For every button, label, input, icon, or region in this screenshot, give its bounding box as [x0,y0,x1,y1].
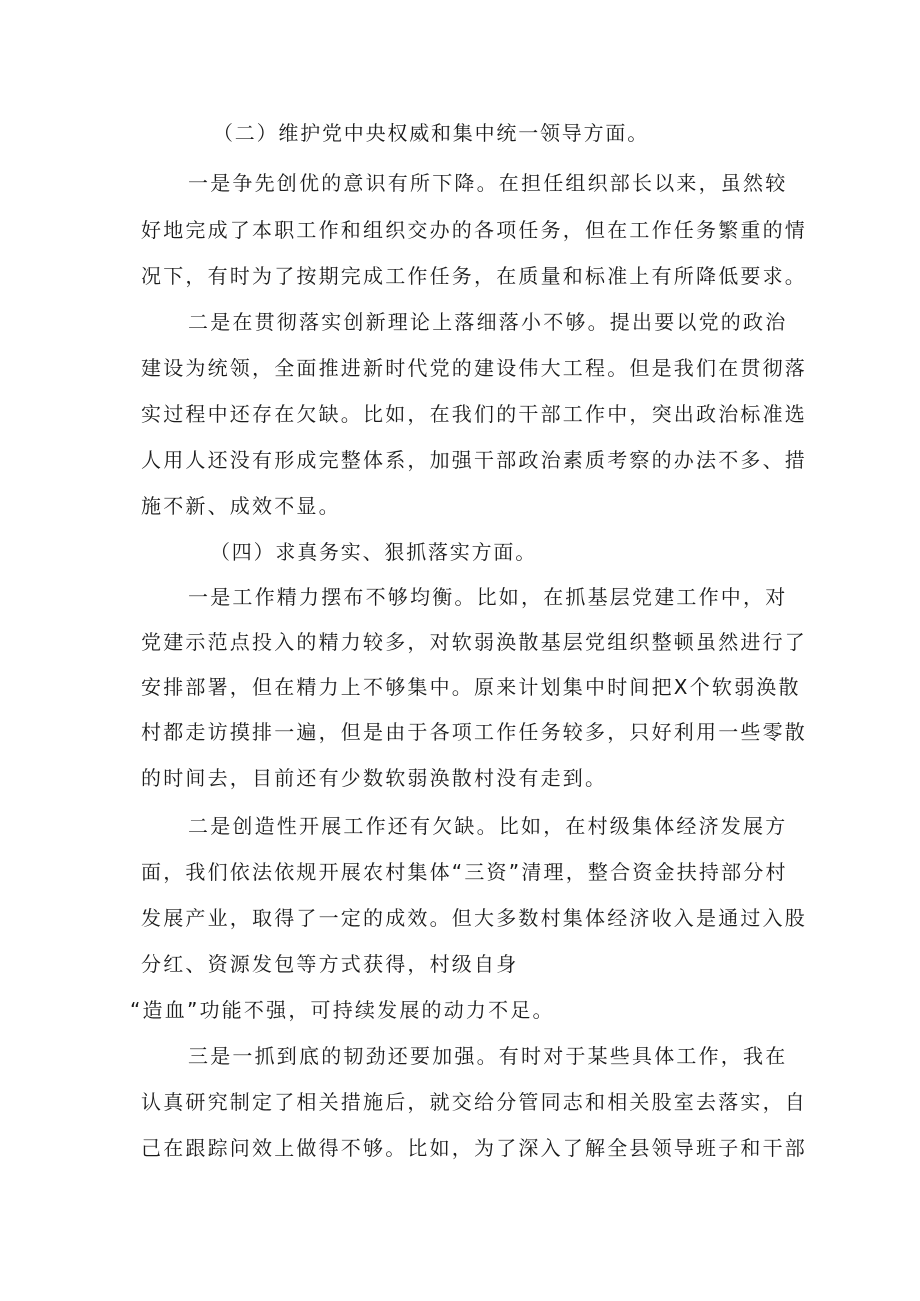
paragraph-line: 况下，有时为了按期完成工作任务，在质量和标准上有所降低要求。 [141,264,807,288]
paragraph-line: 党建示范点投入的精力较多，对软弱涣散基层党组织整顿虽然进行了 [141,630,807,654]
section-heading: （二）维护党中央权威和集中统一领导方面。 [213,121,649,145]
paragraph-line: 建设为统领，全面推进新时代党的建设伟大工程。但是我们在贯彻落 [141,356,807,380]
paragraph-line: 村都走访摸排一遍，但是由于各项工作任务较多，只好利用一些零散 [141,720,807,744]
paragraph-line: “造血”功能不强，可持续发展的动力不足。 [130,998,555,1022]
section-heading: （四）求真务实、狠抓落实方面。 [210,540,537,564]
paragraph-line: 三是一抓到底的韧劲还要加强。有时对于某些具体工作，我在 [188,1044,788,1068]
paragraph-line: 一是争先创优的意识有所下降。在担任组织部长以来，虽然较 [188,171,788,195]
paragraph-line: 认真研究制定了相关措施后，就交给分管同志和相关股室去落实，自 [141,1090,807,1114]
paragraph-line: 二是创造性开展工作还有欠缺。比如，在村级集体经济发展方 [188,814,788,838]
paragraph-line: 的时间去，目前还有少数软弱涣散村没有走到。 [141,766,608,790]
paragraph-line: 分红、资源发包等方式获得，村级自身 [141,952,519,976]
paragraph-line: 己在跟踪问效上做得不够。比如，为了深入了解全县领导班子和干部 [141,1136,807,1160]
paragraph-line: 施不新、成效不显。 [141,494,341,518]
paragraph-line: 发展产业，取得了一定的成效。但大多数村集体经济收入是通过入股 [141,906,807,930]
paragraph-line: 一是工作精力摆布不够均衡。比如，在抓基层党建工作中，对 [188,585,788,609]
paragraph-line: 二是在贯彻落实创新理论上落细落小不够。提出要以党的政治 [188,310,788,334]
paragraph-line: 人用人还没有形成完整体系，加强干部政治素质考察的办法不多、措 [141,448,807,472]
paragraph-line: 安排部署，但在精力上不够集中。原来计划集中时间把X个软弱涣散 [141,675,801,699]
paragraph-line: 面，我们依法依规开展农村集体“三资”清理，整合资金扶持部分村 [141,860,788,884]
paragraph-line: 好地完成了本职工作和组织交办的各项任务，但在工作任务繁重的情 [141,218,807,242]
paragraph-line: 实过程中还存在欠缺。比如，在我们的干部工作中，突出政治标准选 [141,402,807,426]
